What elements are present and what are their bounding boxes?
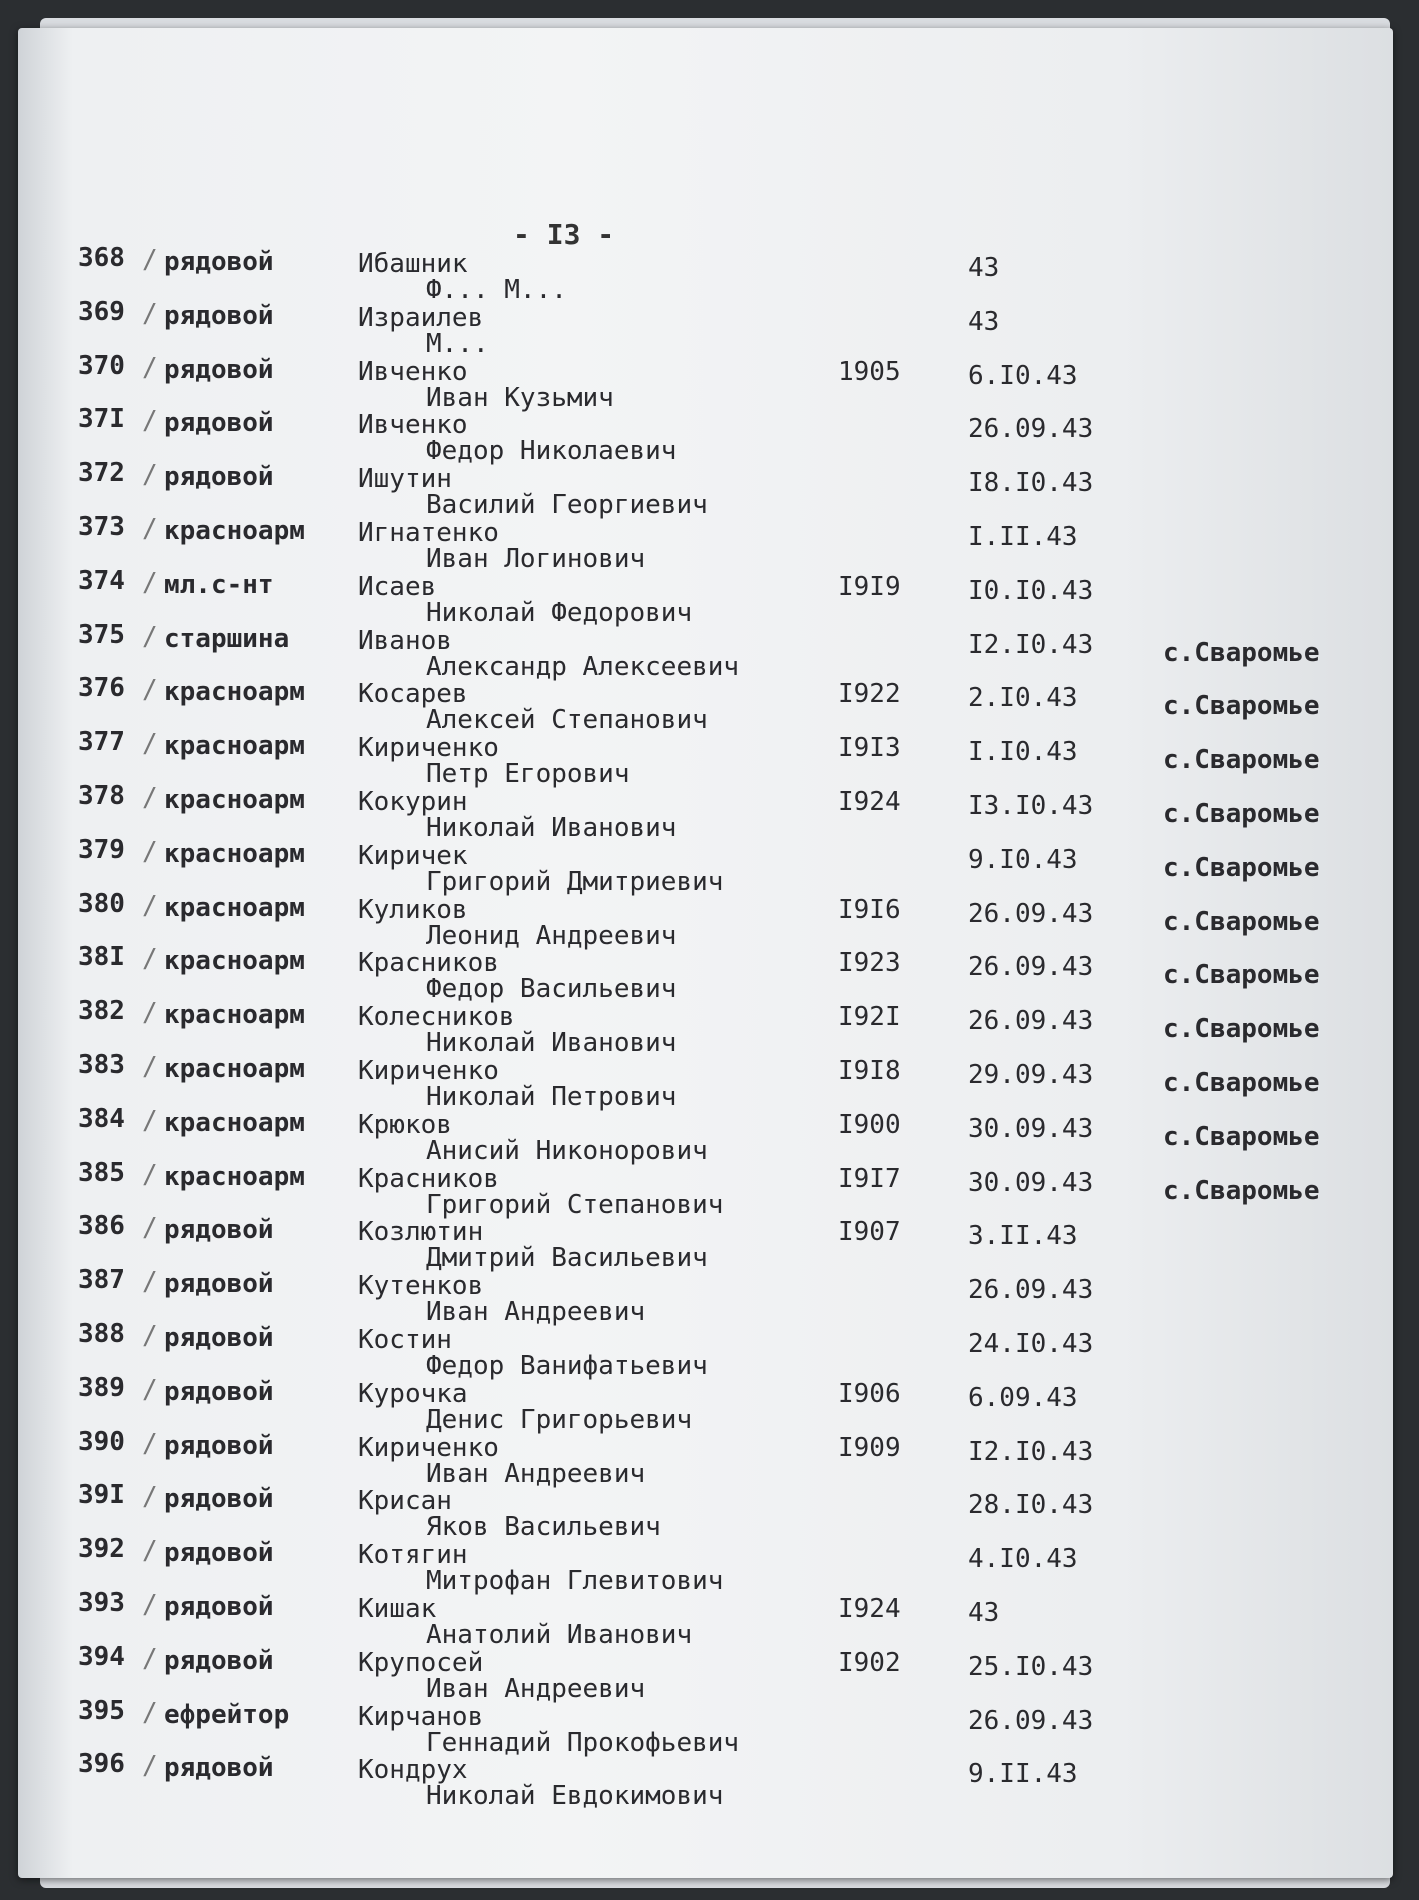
record-given-names: Иван Андреевич — [426, 1673, 646, 1704]
record-surname: Котягин — [358, 1540, 468, 1571]
record-given-names: Василий Георгиевич — [426, 490, 708, 521]
record-date: 9.II.43 — [968, 1759, 1078, 1790]
record-rank: красноарм — [164, 892, 305, 923]
record-given-names: Митрофан Глевитович — [426, 1566, 724, 1597]
pencil-tick-mark: / — [142, 836, 158, 867]
pencil-tick-mark: / — [142, 1159, 158, 1190]
record-row — [18, 350, 1393, 413]
record-rank: красноарм — [164, 516, 305, 546]
record-date: 3.II.43 — [968, 1221, 1078, 1252]
record-rank: рядовой — [164, 1215, 274, 1246]
record-number: 380 — [78, 888, 125, 919]
record-date: 4.I0.43 — [968, 1544, 1078, 1575]
record-row — [18, 404, 1393, 467]
record-date: 9.I0.43 — [968, 844, 1078, 875]
pencil-tick-mark: / — [142, 567, 158, 598]
record-rank: красноарм — [164, 677, 305, 708]
record-date: 6.09.43 — [968, 1382, 1078, 1413]
record-given-names: Анатолий Иванович — [426, 1620, 693, 1650]
record-birth-year: I9I8 — [838, 1056, 901, 1086]
record-place: с.Сваромье — [1163, 852, 1320, 883]
record-number: 375 — [78, 619, 125, 650]
record-date: 26.09.43 — [968, 414, 1094, 445]
record-rank: красноарм — [164, 785, 305, 815]
record-rank: рядовой — [164, 1430, 274, 1461]
record-place: с.Сваромье — [1163, 960, 1320, 991]
record-rank: красноарм — [164, 1161, 305, 1192]
pencil-tick-mark: / — [142, 514, 158, 544]
record-rank: рядовой — [164, 247, 274, 277]
record-given-names: Яков Васильевич — [426, 1512, 661, 1543]
record-surname: Костин — [358, 1325, 452, 1355]
record-given-names: Николай Петрович — [426, 1082, 677, 1112]
record-date: 2.I0.43 — [968, 683, 1078, 714]
record-date: I2.I0.43 — [968, 629, 1094, 660]
page-number: - I3 - — [513, 218, 615, 251]
record-date: 30.09.43 — [968, 1167, 1094, 1198]
pencil-tick-mark: / — [142, 245, 158, 275]
pencil-tick-mark: / — [142, 1374, 158, 1405]
record-surname: Красников — [358, 948, 499, 979]
record-number: 376 — [78, 673, 125, 704]
record-date: I.II.43 — [968, 522, 1078, 552]
record-rank: рядовой — [164, 1269, 274, 1300]
record-row — [18, 458, 1393, 521]
record-given-names: М... — [426, 328, 489, 359]
record-rank: рядовой — [164, 1376, 274, 1407]
record-place: с.Сваромье — [1163, 1175, 1320, 1206]
record-row — [18, 1641, 1393, 1704]
record-date: 43 — [968, 306, 1000, 337]
record-number: 383 — [78, 1050, 125, 1080]
pencil-tick-mark: / — [142, 621, 158, 652]
record-place: с.Сваромье — [1163, 1014, 1320, 1045]
record-row — [18, 942, 1393, 1005]
record-number: 396 — [78, 1749, 125, 1780]
record-row — [18, 996, 1393, 1059]
pencil-tick-mark: / — [142, 998, 158, 1029]
pencil-tick-mark: / — [142, 460, 158, 491]
record-number: 387 — [78, 1265, 125, 1296]
record-given-names: Николай Евдокимович — [426, 1781, 724, 1812]
record-row — [18, 1426, 1393, 1489]
record-number: 390 — [78, 1426, 125, 1457]
record-row — [18, 1695, 1393, 1758]
record-surname: Кирчанов — [358, 1701, 484, 1732]
record-number: 368 — [78, 243, 125, 273]
record-date: 43 — [968, 1598, 1000, 1628]
record-surname: Красников — [358, 1163, 499, 1194]
record-number: 37I — [78, 404, 125, 435]
record-date: 6.I0.43 — [968, 360, 1078, 391]
record-number: 389 — [78, 1372, 125, 1403]
record-date: 24.I0.43 — [968, 1329, 1094, 1359]
record-place: с.Сваромье — [1163, 637, 1320, 668]
record-rank: рядовой — [164, 300, 274, 331]
record-surname: Козлютин — [358, 1217, 484, 1248]
record-row — [18, 296, 1393, 359]
pencil-tick-mark: / — [142, 1428, 158, 1459]
record-birth-year: I902 — [838, 1647, 901, 1678]
record-number: 395 — [78, 1695, 125, 1726]
record-surname: Крисан — [358, 1486, 452, 1517]
record-given-names: Иван Андреевич — [426, 1297, 646, 1328]
record-row — [18, 1588, 1393, 1650]
record-surname: Кириченко — [358, 1056, 499, 1086]
record-given-names: Федор Васильевич — [426, 974, 677, 1005]
record-surname: Кокурин — [358, 787, 468, 817]
record-birth-year: I924 — [838, 1594, 901, 1624]
record-birth-year: I924 — [838, 787, 901, 817]
record-rank: рядовой — [164, 1645, 274, 1676]
record-number: 379 — [78, 834, 125, 865]
record-number: 386 — [78, 1211, 125, 1242]
record-date: I.I0.43 — [968, 737, 1078, 768]
record-row — [18, 1480, 1393, 1543]
record-row — [18, 565, 1393, 628]
record-given-names: Григорий Дмитриевич — [426, 866, 724, 897]
record-date: I0.I0.43 — [968, 575, 1094, 606]
pencil-tick-mark: / — [142, 783, 158, 813]
record-given-names: Александр Алексеевич — [426, 651, 740, 682]
record-rank: красноарм — [164, 946, 305, 977]
record-place: с.Сваромье — [1163, 691, 1320, 722]
record-given-names: Николай Федорович — [426, 597, 693, 628]
record-row — [18, 781, 1393, 843]
record-date: I8.I0.43 — [968, 468, 1094, 499]
pencil-tick-mark: / — [142, 1590, 158, 1620]
record-number: 374 — [78, 565, 125, 596]
pencil-tick-mark: / — [142, 729, 158, 760]
pencil-tick-mark: / — [142, 944, 158, 975]
record-date: 26.09.43 — [968, 952, 1094, 983]
record-date: 26.09.43 — [968, 1006, 1094, 1037]
record-surname: Игнатенко — [358, 518, 499, 548]
record-place: с.Сваромье — [1163, 906, 1320, 937]
record-rank: рядовой — [164, 1538, 274, 1569]
record-rank: рядовой — [164, 1592, 274, 1622]
record-birth-year: I9I3 — [838, 733, 901, 764]
record-given-names: Иван Логинович — [426, 544, 646, 574]
record-given-names: Николай Иванович — [426, 813, 677, 843]
record-given-names: Федор Ванифатьевич — [426, 1351, 708, 1381]
pencil-tick-mark: / — [142, 1267, 158, 1298]
record-place: с.Сваромье — [1163, 745, 1320, 776]
record-number: 388 — [78, 1319, 125, 1349]
record-number: 377 — [78, 727, 125, 758]
pencil-tick-mark: / — [142, 1321, 158, 1351]
record-rank: красноарм — [164, 1107, 305, 1138]
record-surname: Косарев — [358, 679, 468, 710]
pencil-tick-mark: / — [142, 1213, 158, 1244]
record-rank: красноарм — [164, 838, 305, 869]
record-number: 373 — [78, 512, 125, 542]
record-surname: Кириченко — [358, 733, 499, 764]
record-rank: рядовой — [164, 1323, 274, 1353]
record-birth-year: I906 — [838, 1378, 901, 1409]
record-place: с.Сваромье — [1163, 1068, 1320, 1098]
record-number: 38I — [78, 942, 125, 973]
record-given-names: Иван Андреевич — [426, 1458, 646, 1489]
record-rank: рядовой — [164, 1753, 274, 1784]
record-birth-year: 1905 — [838, 356, 901, 387]
record-date: 30.09.43 — [968, 1113, 1094, 1144]
record-birth-year: I923 — [838, 948, 901, 979]
record-date: 26.09.43 — [968, 1275, 1094, 1306]
record-given-names: Григорий Степанович — [426, 1189, 724, 1220]
record-surname: Ишутин — [358, 464, 452, 495]
record-birth-year: I9I7 — [838, 1163, 901, 1194]
pencil-tick-mark: / — [142, 1697, 158, 1728]
record-surname: Ивченко — [358, 356, 468, 387]
document-page — [18, 28, 1393, 1878]
record-row — [18, 834, 1393, 897]
record-rank: рядовой — [164, 354, 274, 385]
record-birth-year: I9I6 — [838, 894, 901, 925]
record-rank: рядовой — [164, 462, 274, 493]
record-birth-year: I909 — [838, 1432, 901, 1463]
record-row — [18, 619, 1393, 682]
record-date: 26.09.43 — [968, 1705, 1094, 1736]
record-surname: Колесников — [358, 1002, 515, 1033]
record-number: 369 — [78, 296, 125, 327]
record-birth-year: I922 — [838, 679, 901, 710]
record-given-names: Анисий Никонорович — [426, 1135, 708, 1166]
record-surname: Ивченко — [358, 410, 468, 441]
record-given-names: Петр Егорович — [426, 759, 630, 790]
pencil-tick-mark: / — [142, 675, 158, 706]
record-number: 384 — [78, 1103, 125, 1134]
record-number: 378 — [78, 781, 125, 811]
record-number: 39I — [78, 1480, 125, 1511]
record-rank: красноарм — [164, 731, 305, 762]
record-row — [18, 1372, 1393, 1435]
pencil-tick-mark: / — [142, 298, 158, 329]
record-date: 43 — [968, 253, 1000, 283]
record-row — [18, 1319, 1393, 1381]
pencil-tick-mark: / — [142, 1052, 158, 1082]
record-surname: Кутенков — [358, 1271, 484, 1302]
pencil-tick-mark: / — [142, 1751, 158, 1782]
record-number: 394 — [78, 1641, 125, 1672]
record-given-names: Дмитрий Васильевич — [426, 1243, 708, 1274]
record-rank: рядовой — [164, 1484, 274, 1515]
record-given-names: Федор Николаевич — [426, 436, 677, 467]
pencil-tick-mark: / — [142, 1105, 158, 1136]
record-row — [18, 1050, 1393, 1112]
pencil-tick-mark: / — [142, 1643, 158, 1674]
record-date: 28.I0.43 — [968, 1490, 1094, 1521]
record-date: I3.I0.43 — [968, 791, 1094, 821]
record-surname: Ибашник — [358, 249, 468, 279]
record-row — [18, 888, 1393, 951]
record-rank: мл.с-нт — [164, 569, 274, 600]
pencil-tick-mark: / — [142, 890, 158, 921]
record-given-names: Леонид Андреевич — [426, 920, 677, 951]
record-place: с.Сваромье — [1163, 1121, 1320, 1152]
record-surname: Кишак — [358, 1594, 437, 1624]
record-surname: Исаев — [358, 571, 437, 602]
record-date: 29.09.43 — [968, 1060, 1094, 1090]
record-row — [18, 243, 1393, 305]
record-row — [18, 1534, 1393, 1597]
record-birth-year: I907 — [838, 1217, 901, 1248]
record-date: 26.09.43 — [968, 898, 1094, 929]
record-rank: рядовой — [164, 408, 274, 439]
record-row — [18, 1749, 1393, 1812]
record-given-names: Иван Кузьмич — [426, 382, 614, 413]
record-row — [18, 512, 1393, 574]
pencil-tick-mark: / — [142, 352, 158, 383]
record-number: 370 — [78, 350, 125, 381]
record-surname: Киричек — [358, 840, 468, 871]
record-surname: Курочка — [358, 1378, 468, 1409]
record-surname: Иванов — [358, 625, 452, 656]
record-number: 372 — [78, 458, 125, 489]
record-row — [18, 727, 1393, 790]
record-given-names: Алексей Степанович — [426, 705, 708, 736]
record-surname: Крюков — [358, 1109, 452, 1140]
record-row — [18, 1265, 1393, 1328]
pencil-tick-mark: / — [142, 1482, 158, 1513]
record-rank: красноарм — [164, 1054, 305, 1084]
record-surname: Израилев — [358, 302, 484, 333]
record-given-names: Ф... М... — [426, 275, 567, 305]
record-date: I2.I0.43 — [968, 1436, 1094, 1467]
record-number: 382 — [78, 996, 125, 1027]
record-rank: красноарм — [164, 1000, 305, 1031]
record-place: с.Сваромье — [1163, 799, 1320, 829]
pencil-tick-mark: / — [142, 406, 158, 437]
record-birth-year: I9I9 — [838, 571, 901, 602]
record-surname: Кириченко — [358, 1432, 499, 1463]
record-number: 393 — [78, 1588, 125, 1618]
record-date: 25.I0.43 — [968, 1651, 1094, 1682]
record-row — [18, 673, 1393, 736]
record-given-names: Денис Григорьевич — [426, 1404, 693, 1435]
record-surname: Крупосей — [358, 1647, 484, 1678]
record-surname: Куликов — [358, 894, 468, 925]
record-number: 385 — [78, 1157, 125, 1188]
record-row — [18, 1157, 1393, 1220]
record-rank: старшина — [164, 623, 290, 654]
record-birth-year: I92I — [838, 1002, 901, 1033]
record-given-names: Николай Иванович — [426, 1028, 677, 1059]
record-rank: ефрейтор — [164, 1699, 290, 1730]
record-given-names: Геннадий Прокофьевич — [426, 1727, 740, 1758]
record-row — [18, 1211, 1393, 1274]
record-row — [18, 1103, 1393, 1166]
record-surname: Кондрух — [358, 1755, 468, 1786]
record-birth-year: I900 — [838, 1109, 901, 1140]
pencil-tick-mark: / — [142, 1536, 158, 1567]
record-number: 392 — [78, 1534, 125, 1565]
